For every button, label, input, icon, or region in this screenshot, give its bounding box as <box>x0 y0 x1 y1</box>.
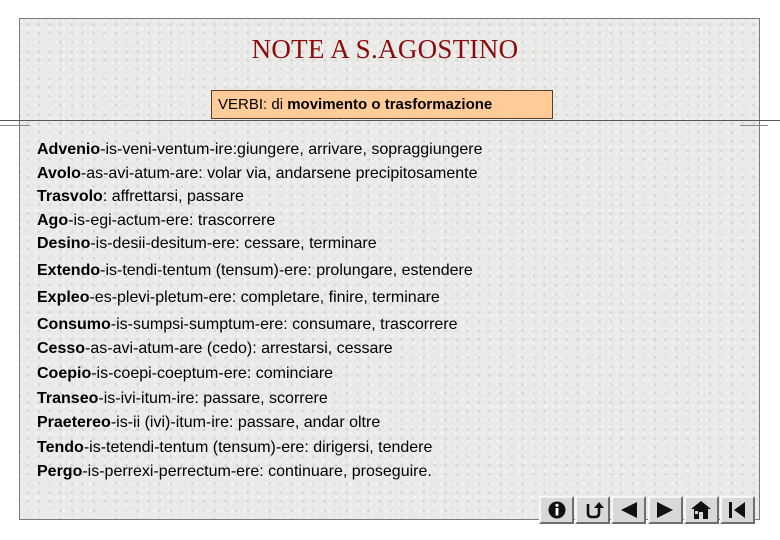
verb-definition: -is-veni-ventum-ire:giungere, arrivare, sopraggiungere <box>100 141 483 158</box>
next-button[interactable] <box>648 496 683 524</box>
verb-item <box>37 337 483 362</box>
previous-button[interactable] <box>611 496 646 524</box>
verb-item <box>37 411 483 436</box>
verb-head: Consumo <box>37 315 111 333</box>
verb-head: Desino <box>37 235 91 253</box>
verb-definition: -is-perrexi-perrectum-ere: continuare, proseguire. <box>82 463 432 481</box>
verb-definition: -is-ii (ivi)-itum-ire: passare, andar oltre <box>110 414 381 432</box>
verb-definition: -as-avi-atum-are: volar via, andarsene precipitosamente <box>80 164 478 182</box>
verb-definition: -is-egi-actum-ere: trascorrere <box>68 211 276 229</box>
subtitle-box <box>211 90 553 119</box>
verb-list <box>37 138 483 485</box>
end-icon <box>726 500 748 520</box>
verb-head: Expleo <box>37 288 90 306</box>
verb-definition: -is-ivi-itum-ire: passare, scorrere <box>98 389 328 407</box>
verb-definition: -is-sumpsi-sumptum-ere: consumare, trascorrere <box>110 315 458 333</box>
slide-title: NOTE A S.AGOSTINO <box>251 34 519 64</box>
subtitle-emphasis: movimento o trasformazione <box>287 96 493 113</box>
info-button[interactable] <box>539 496 574 524</box>
verb-item <box>37 185 483 209</box>
verb-head: Transeo <box>37 389 99 407</box>
next-icon <box>654 500 676 520</box>
previous-icon <box>618 500 640 520</box>
divider-line <box>0 120 780 121</box>
verb-definition: -is-desii-desitum-ere: cessare, terminare <box>90 235 377 253</box>
verb-item <box>37 362 483 387</box>
verb-item <box>37 162 483 186</box>
verb-head: Trasvolo <box>37 188 103 206</box>
verb-head: Tendo <box>37 438 84 456</box>
verb-item <box>37 209 483 233</box>
navigation-bar <box>539 496 756 524</box>
return-arrow-icon <box>582 500 604 520</box>
verb-head: Extendo <box>37 262 101 280</box>
home-button[interactable] <box>684 496 719 524</box>
verb-item <box>37 259 483 286</box>
divider-tick-left <box>0 125 30 126</box>
home-icon <box>690 500 712 520</box>
verb-head: Advenio <box>37 141 101 158</box>
verb-definition: -is-tendi-tentum (tensum)-ere: prolungare, estendere <box>100 262 473 280</box>
verb-definition: -es-plevi-pletum-ere: completare, finire, terminare <box>89 288 440 306</box>
verb-definition: -as-avi-atum-are (cedo): arrestarsi, cessare <box>85 340 393 358</box>
verb-item <box>37 232 483 259</box>
verb-head: Avolo <box>37 164 81 182</box>
verb-head: Pergo <box>37 463 83 481</box>
verb-definition: : affrettarsi, passare <box>102 188 244 206</box>
verb-head: Cesso <box>37 340 86 358</box>
verb-item <box>37 387 483 412</box>
verb-head: Coepio <box>37 364 92 382</box>
end-button[interactable] <box>720 496 755 524</box>
verb-item <box>37 138 483 162</box>
verb-item <box>37 460 483 485</box>
divider-tick-right <box>740 125 768 126</box>
verb-item <box>37 436 483 461</box>
return-button[interactable] <box>575 496 610 524</box>
verb-definition: -is-coepi-coeptum-ere: cominciare <box>91 364 334 382</box>
info-icon <box>546 500 568 520</box>
subtitle-prefix: VERBI: di <box>218 96 288 113</box>
verb-head: Praetereo <box>37 414 111 432</box>
verb-item <box>37 313 483 338</box>
verb-head: Ago <box>37 211 69 229</box>
verb-item <box>37 286 483 313</box>
verb-definition: -is-tetendi-tentum (tensum)-ere: dirigersi, tendere <box>83 438 433 456</box>
